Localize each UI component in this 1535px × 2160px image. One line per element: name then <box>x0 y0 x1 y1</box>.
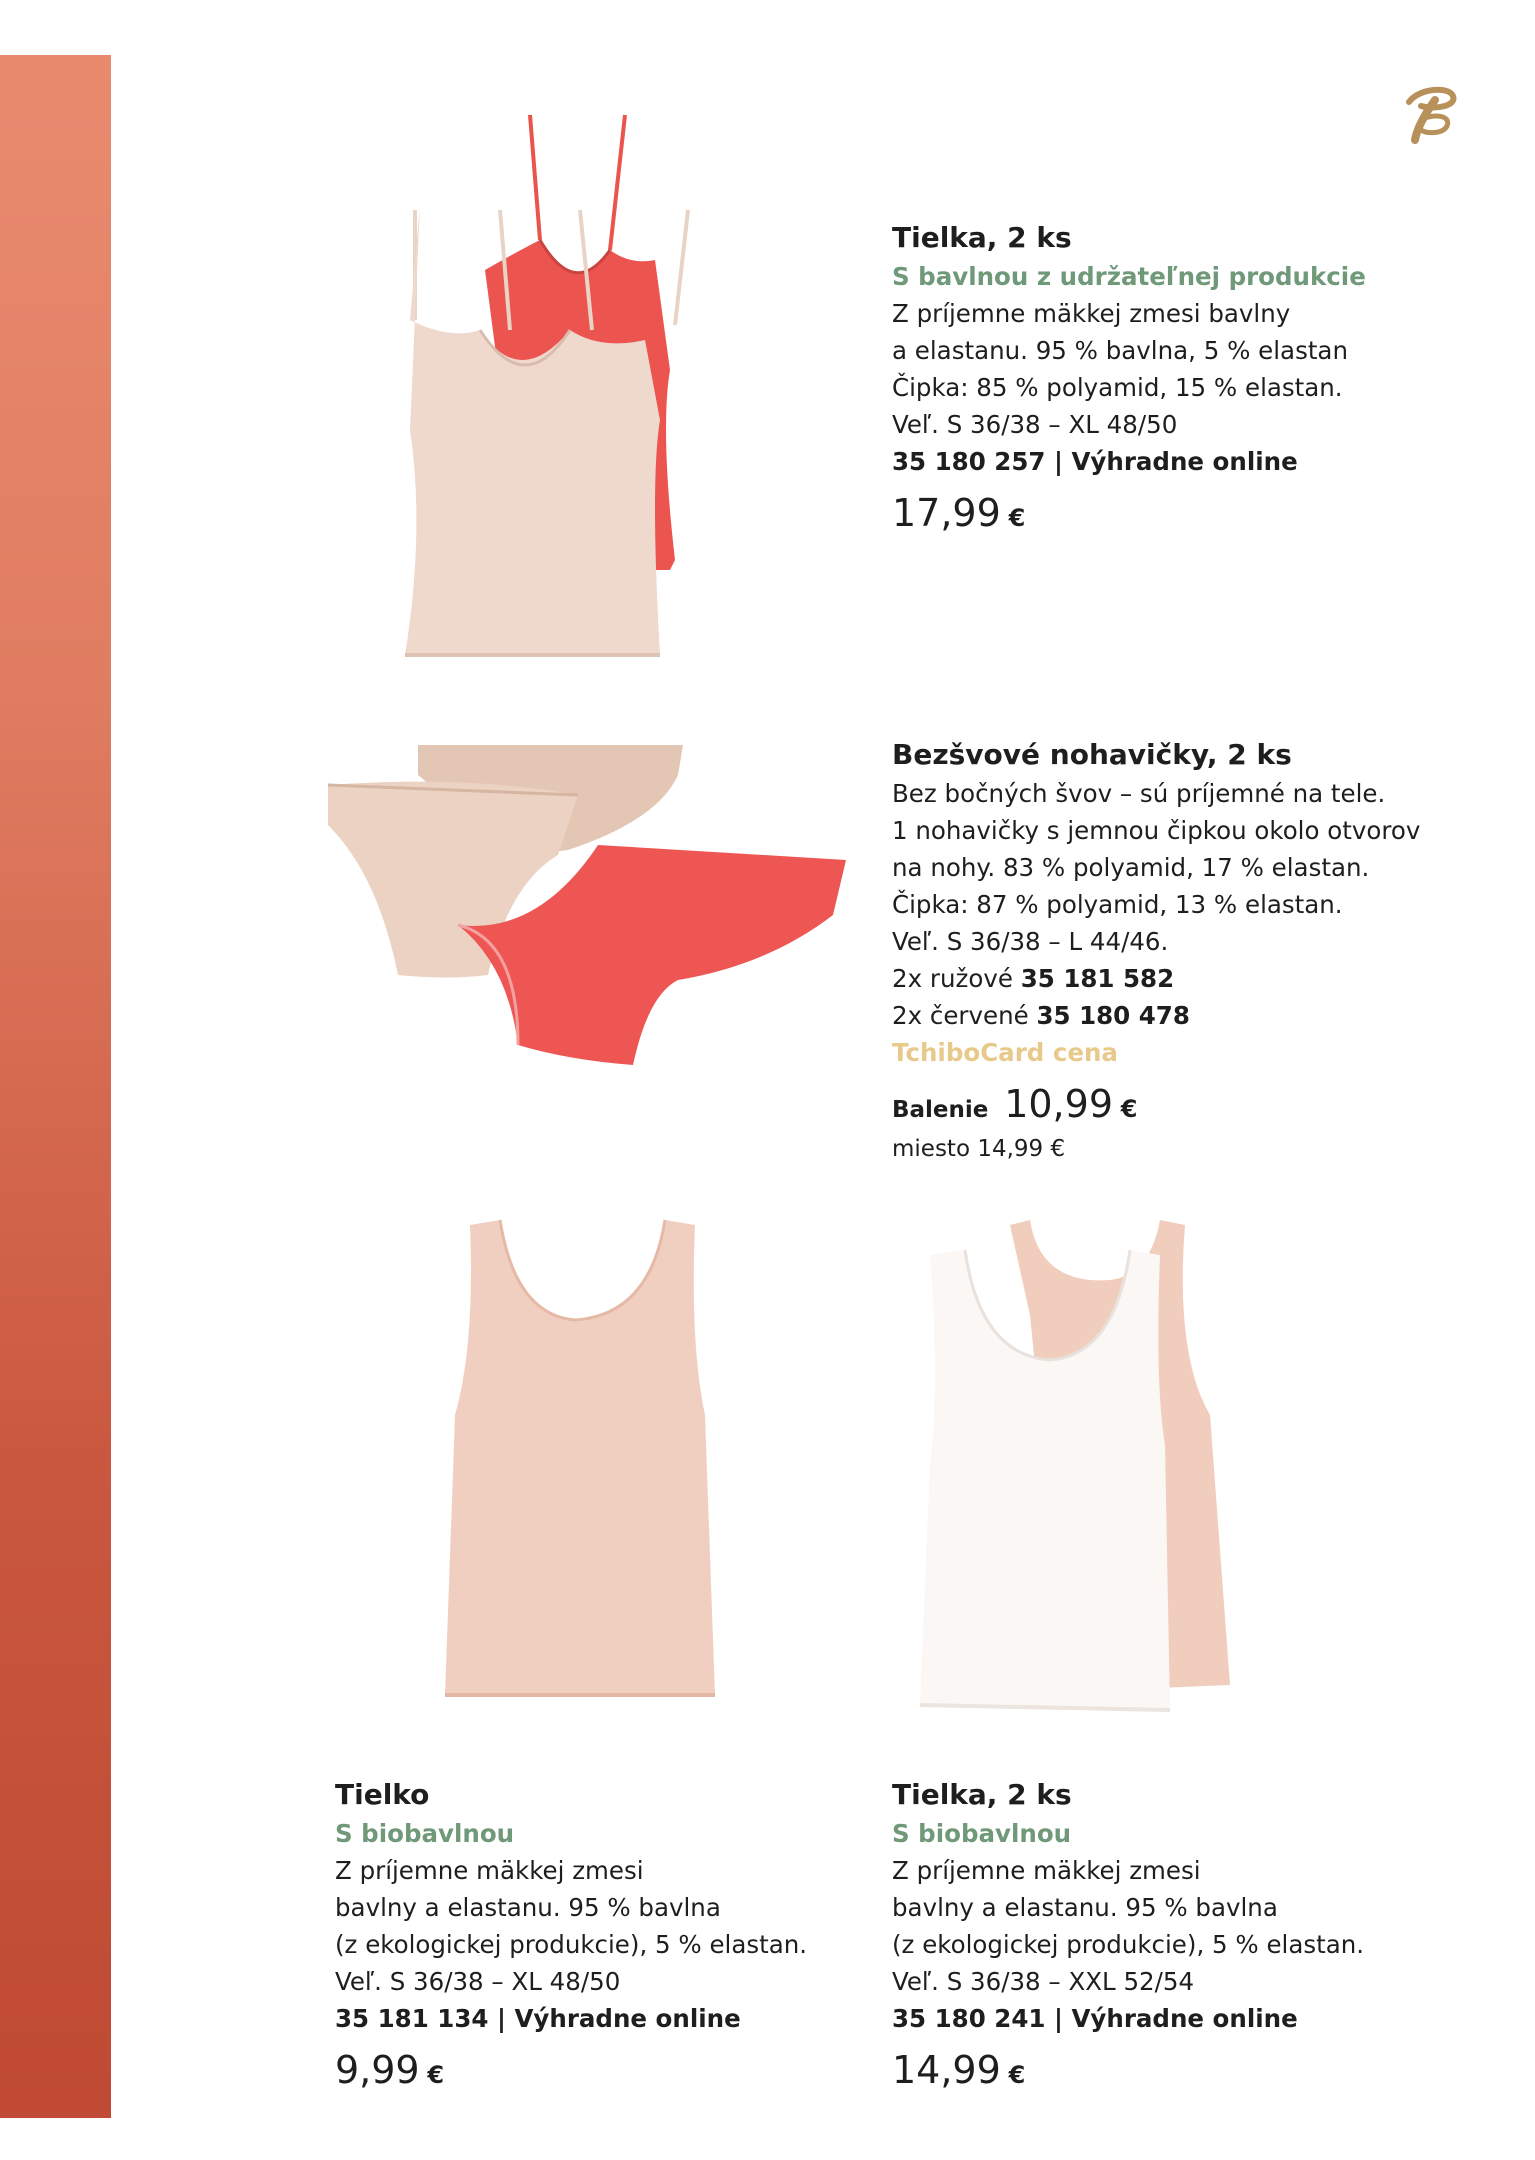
tank-top-image <box>440 1215 720 1705</box>
variant-code: 35 180 478 <box>1036 1001 1190 1030</box>
product-description-line: Z príjemne mäkkej zmesi <box>335 1856 644 1885</box>
price-value: 14,99 <box>892 2048 1001 2092</box>
product-code: 35 180 257 | Výhradne online <box>892 447 1298 476</box>
panties-image <box>318 735 848 1095</box>
product-title: Tielko <box>335 1778 430 1811</box>
price-currency: € <box>427 2061 445 2089</box>
price-value: 9,99 <box>335 2048 420 2092</box>
product-price <box>892 2045 1364 2100</box>
product-description-line: na nohy. 83 % polyamid, 17 % elastan. <box>892 853 1370 882</box>
product-description-line: Čipka: 85 % polyamid, 15 % elastan. <box>892 373 1343 402</box>
product-variant <box>892 997 1420 1034</box>
product-description-line: Z príjemne mäkkej zmesi bavlny <box>892 299 1291 328</box>
product-tank-tops-2pack <box>892 1775 1364 2100</box>
product-description-line: bavlny a elastanu. 95 % bavlna <box>335 1893 721 1922</box>
variant-label: 2x červené <box>892 1001 1029 1030</box>
product-tank-top <box>335 1775 807 2100</box>
variant-label: 2x ružové <box>892 964 1013 993</box>
price-currency: € <box>1120 1095 1138 1123</box>
product-subtitle: S biobavlnou <box>335 1819 515 1848</box>
old-price: miesto 14,99 € <box>892 1136 1066 1162</box>
product-description-line: a elastanu. 95 % bavlna, 5 % elastan <box>892 336 1348 365</box>
price-value: 17,99 <box>892 491 1001 535</box>
product-code: 35 181 134 | Výhradne online <box>335 2004 741 2033</box>
product-title: Tielka, 2 ks <box>892 1778 1072 1811</box>
product-subtitle: S biobavlnou <box>892 1819 1072 1848</box>
product-description-line: Z príjemne mäkkej zmesi <box>892 1856 1201 1885</box>
product-description-line: (z ekologickej produkcie), 5 % elastan. <box>892 1930 1365 1959</box>
product-price <box>335 2045 807 2100</box>
product-description-line: Veľ. S 36/38 – XL 48/50 <box>335 1967 621 1996</box>
product-description-line: Veľ. S 36/38 – L 44/46. <box>892 927 1169 956</box>
product-description-line: (z ekologickej produkcie), 5 % elastan. <box>335 1930 808 1959</box>
tchibocard-label: TchiboCard cena <box>892 1038 1118 1067</box>
variant-code: 35 181 582 <box>1020 964 1175 993</box>
product-price <box>892 1079 1420 1135</box>
decorative-side-band <box>0 55 111 2118</box>
product-variant <box>892 960 1420 997</box>
product-description-line: Veľ. S 36/38 – XL 48/50 <box>892 410 1178 439</box>
product-seamless-panties <box>892 735 1420 1163</box>
product-description-line: 1 nohavičky s jemnou čipkou okolo otvorov <box>892 816 1421 845</box>
product-camisoles-2pack <box>892 218 1366 543</box>
product-title: Tielka, 2 ks <box>892 221 1072 254</box>
product-description-line: Veľ. S 36/38 – XXL 52/54 <box>892 1967 1195 1996</box>
price-value: 10,99 <box>1004 1082 1113 1126</box>
product-title: Bezšvové nohavičky, 2 ks <box>892 738 1292 771</box>
product-subtitle: S bavlnou z udržateľnej produkcie <box>892 262 1366 291</box>
price-currency: € <box>1008 2061 1026 2089</box>
product-description-line: Bez bočných švov – sú príjemné na tele. <box>892 779 1386 808</box>
product-description-line: Čipka: 87 % polyamid, 13 % elastan. <box>892 890 1343 919</box>
product-description-line: bavlny a elastanu. 95 % bavlna <box>892 1893 1278 1922</box>
tchibo-logo-icon <box>1395 80 1465 150</box>
product-code: 35 180 241 | Výhradne online <box>892 2004 1298 2033</box>
price-prefix: Balenie <box>892 1097 989 1123</box>
price-currency: € <box>1008 504 1026 532</box>
two-tank-tops-image <box>910 1215 1250 1715</box>
camisoles-image <box>370 100 770 680</box>
product-price <box>892 488 1366 543</box>
